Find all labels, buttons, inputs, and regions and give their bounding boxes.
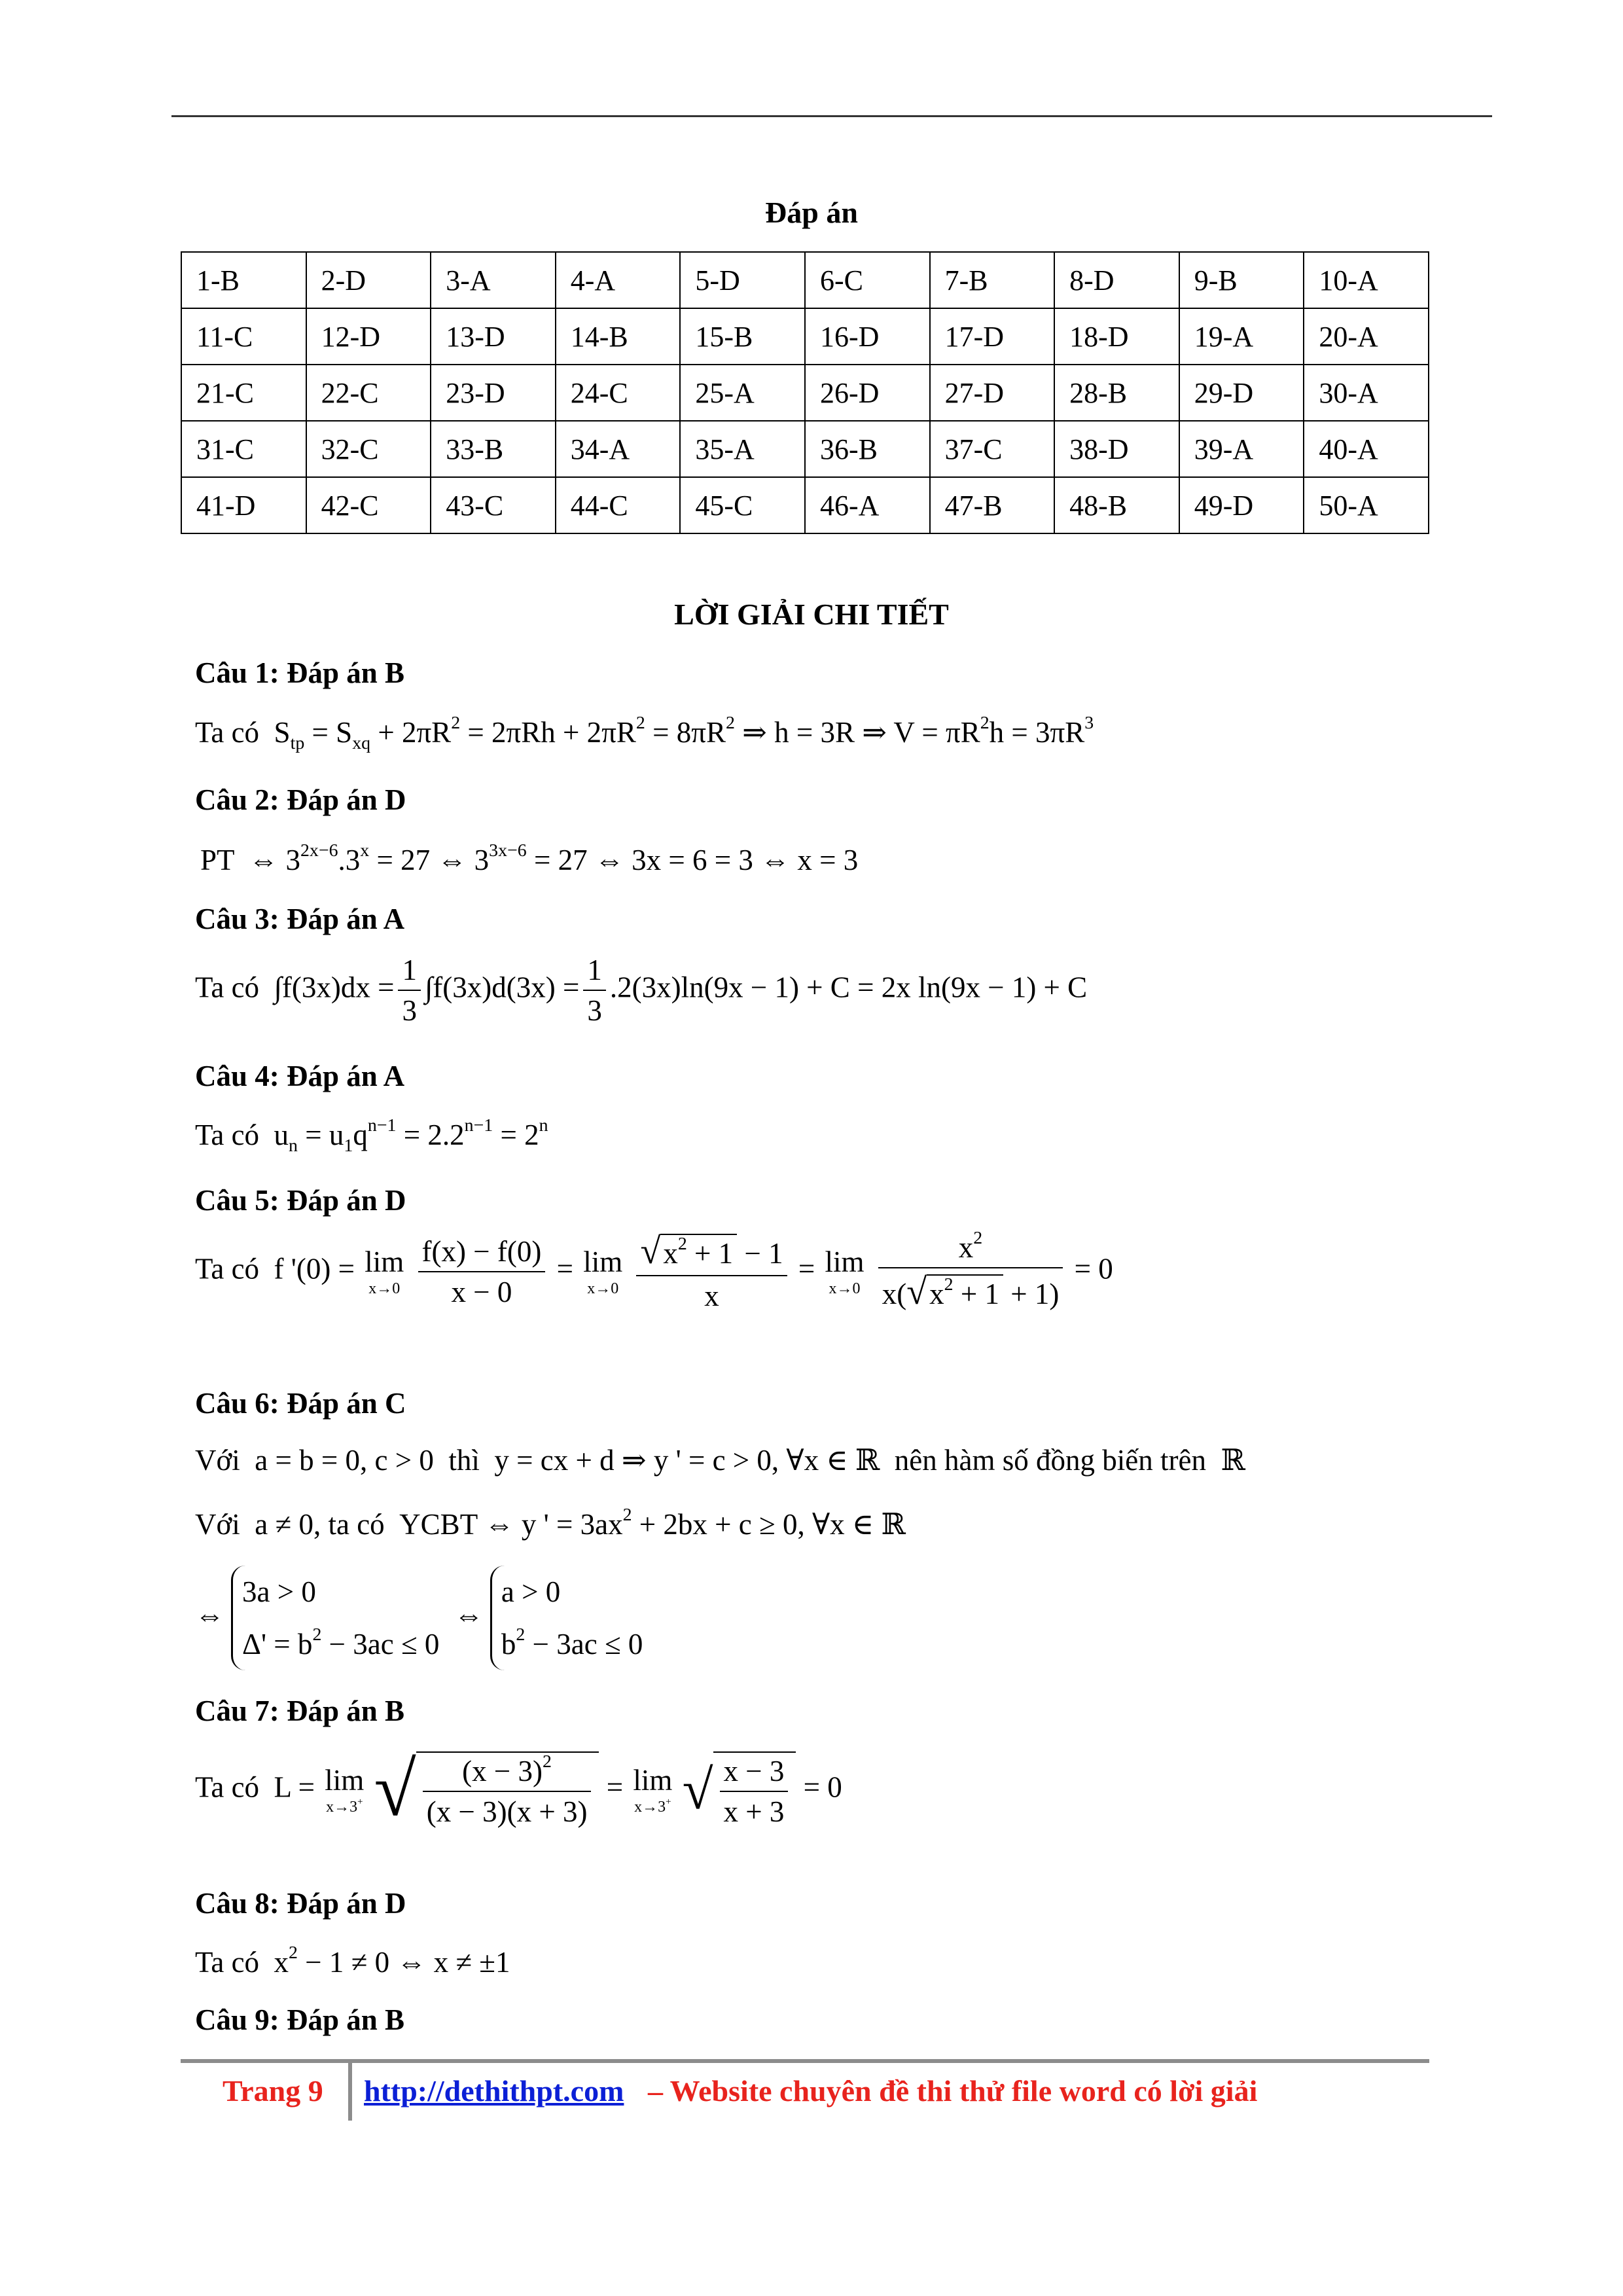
answer-cell: 45-C xyxy=(680,477,805,533)
answer-cell: 14-B xyxy=(556,308,681,365)
answer-cell: 34-A xyxy=(556,421,681,477)
answer-cell: 5-D xyxy=(680,252,805,308)
question-9-heading: Câu 9: Đáp án B xyxy=(195,2003,405,2036)
question-7-heading: Câu 7: Đáp án B xyxy=(195,1695,405,1727)
answer-cell: 46-A xyxy=(805,477,930,533)
answer-cell: 1-B xyxy=(181,252,306,308)
answer-cell: 15-B xyxy=(680,308,805,365)
answer-cell: 22-C xyxy=(306,365,431,421)
answer-cell: 38-D xyxy=(1054,421,1179,477)
footer-rule xyxy=(181,2059,1429,2063)
header-rule xyxy=(171,115,1492,117)
footer-page-number: Trang 9 xyxy=(223,2074,323,2108)
answer-cell: 31-C xyxy=(181,421,306,477)
question-5-heading: Câu 5: Đáp án D xyxy=(195,1184,406,1217)
answer-cell: 3-A xyxy=(431,252,556,308)
footer-website-link[interactable]: http://dethithpt.com xyxy=(364,2074,624,2108)
answer-key-row xyxy=(181,477,1429,533)
answer-cell: 7-B xyxy=(930,252,1055,308)
question-4-solution: Ta có $u_n = u_1q^{n-1} = 2.2^{n-1} = 2^n$ xyxy=(195,1115,548,1156)
question-8-solution: Ta có $x^2 - 1 \ne 0$ ⇔ x ≠ ±1 xyxy=(195,1943,510,1979)
answer-cell: 17-D xyxy=(930,308,1055,365)
answer-cell: 48-B xyxy=(1054,477,1179,533)
question-3-heading: Câu 3: Đáp án A xyxy=(195,903,405,935)
answer-key-row xyxy=(181,308,1429,365)
question-4-heading: Câu 4: Đáp án A xyxy=(195,1060,405,1092)
answer-cell: 2-D xyxy=(306,252,431,308)
answer-cell: 13-D xyxy=(431,308,556,365)
answer-cell: 12-D xyxy=(306,308,431,365)
answer-cell: 10-A xyxy=(1304,252,1429,308)
answer-cell: 18-D xyxy=(1054,308,1179,365)
answer-cell: 41-D xyxy=(181,477,306,533)
answer-cell: 16-D xyxy=(805,308,930,365)
question-1-solution: Ta có $S_{tp} = S_{xq} + 2\pi R^2 = 2\pi Rh + 2\pi R^2 = 8\pi R^2$ ⇒ h = 3R ⇒ $V = \pi R^2h = 3\pi R^3$ xyxy=(195,713,1094,753)
answer-cell: 20-A xyxy=(1304,308,1429,365)
answer-cell: 26-D xyxy=(805,365,930,421)
question-1-heading: Câu 1: Đáp án B xyxy=(195,656,405,689)
answer-cell: 24-C xyxy=(556,365,681,421)
answer-key-table xyxy=(181,251,1429,534)
answer-cell: 37-C xyxy=(930,421,1055,477)
question-2-heading: Câu 2: Đáp án D xyxy=(195,783,406,816)
answer-cell: 28-B xyxy=(1054,365,1179,421)
answer-cell: 39-A xyxy=(1179,421,1304,477)
question-6-line-1: Với a = b = 0, c > 0 thì y = cx + d ⇒ y ' = c > 0, ∀x ∈ ℝ nên hàm số đồng biến trên ℝ xyxy=(195,1444,1245,1477)
answer-cell: 35-A xyxy=(680,421,805,477)
answer-cell: 27-D xyxy=(930,365,1055,421)
answer-key-row xyxy=(181,365,1429,421)
answer-cell: 9-B xyxy=(1179,252,1304,308)
answer-cell: 40-A xyxy=(1304,421,1429,477)
answer-cell: 11-C xyxy=(181,308,306,365)
answer-cell: 21-C xyxy=(181,365,306,421)
answer-cell: 32-C xyxy=(306,421,431,477)
answer-cell: 29-D xyxy=(1179,365,1304,421)
footer-divider xyxy=(348,2062,352,2121)
answer-cell: 6-C xyxy=(805,252,930,308)
question-6-line-2: Với a ≠ 0, ta có YCBT ⇔ y ' = $3ax^2 + 2bx + c \ge 0$, ∀x ∈ ℝ xyxy=(195,1505,906,1541)
answer-key-title: Đáp án xyxy=(765,196,858,229)
answer-cell: 33-B xyxy=(431,421,556,477)
question-3-solution: Ta có ∫f(3x)dx = $\frac{1}{3}$ ∫f(3x)d(3x) = $\frac{1}{3}$ .2(3x)ln(9x − 1) + C = 2x ln(9x − 1) + C xyxy=(195,954,1088,1027)
question-2-solution: PT ⇔ $3^{2x-6}.3^x = 27$ ⇔ $3^{3x-6} = 27$ ⇔ 3x = 6 = 3 ⇔ x = 3 xyxy=(200,840,859,876)
answer-cell: 4-A xyxy=(556,252,681,308)
answer-key-row xyxy=(181,252,1429,308)
answer-cell: 44-C xyxy=(556,477,681,533)
question-6-heading: Câu 6: Đáp án C xyxy=(195,1387,406,1420)
answer-cell: 43-C xyxy=(431,477,556,533)
answer-cell: 19-A xyxy=(1179,308,1304,365)
answer-cell: 47-B xyxy=(930,477,1055,533)
answer-cell: 50-A xyxy=(1304,477,1429,533)
answer-cell: 25-A xyxy=(680,365,805,421)
footer-tagline: – Website chuyên đề thi thử file word có lời giải xyxy=(648,2074,1258,2108)
solutions-title: LỜI GIẢI CHI TIẾT xyxy=(674,598,949,631)
question-7-solution: Ta có L = lim x→3+ √ $\frac{(x - 3)^2}{(x - 3)(x + 3)}$ = lim x→3+ √ $\frac{x - 3}{x + 3}$ = 0 xyxy=(195,1748,842,1832)
answer-cell: 8-D xyxy=(1054,252,1179,308)
question-6-system: ⇔ 3a > 0 $\Delta' = b^2 - 3ac \le 0$ ⇔ a > 0 $b^2 - 3ac \le 0$ xyxy=(195,1566,643,1670)
question-8-heading: Câu 8: Đáp án D xyxy=(195,1887,406,1920)
answer-cell: 23-D xyxy=(431,365,556,421)
answer-cell: 42-C xyxy=(306,477,431,533)
answer-cell: 36-B xyxy=(805,421,930,477)
answer-key-row xyxy=(181,421,1429,477)
answer-cell: 49-D xyxy=(1179,477,1304,533)
question-5-solution: Ta có f '(0) = lim x→0 $\frac{f(x) - f(0)}{x - 0}$ = lim x→0 $\frac{√x^2 + 1 - 1}{x}$ = lim x→0 $\frac{x^2}{x(√x^2 + 1 + 1)}$ = 0 xyxy=(195,1228,1113,1312)
answer-cell: 30-A xyxy=(1304,365,1429,421)
